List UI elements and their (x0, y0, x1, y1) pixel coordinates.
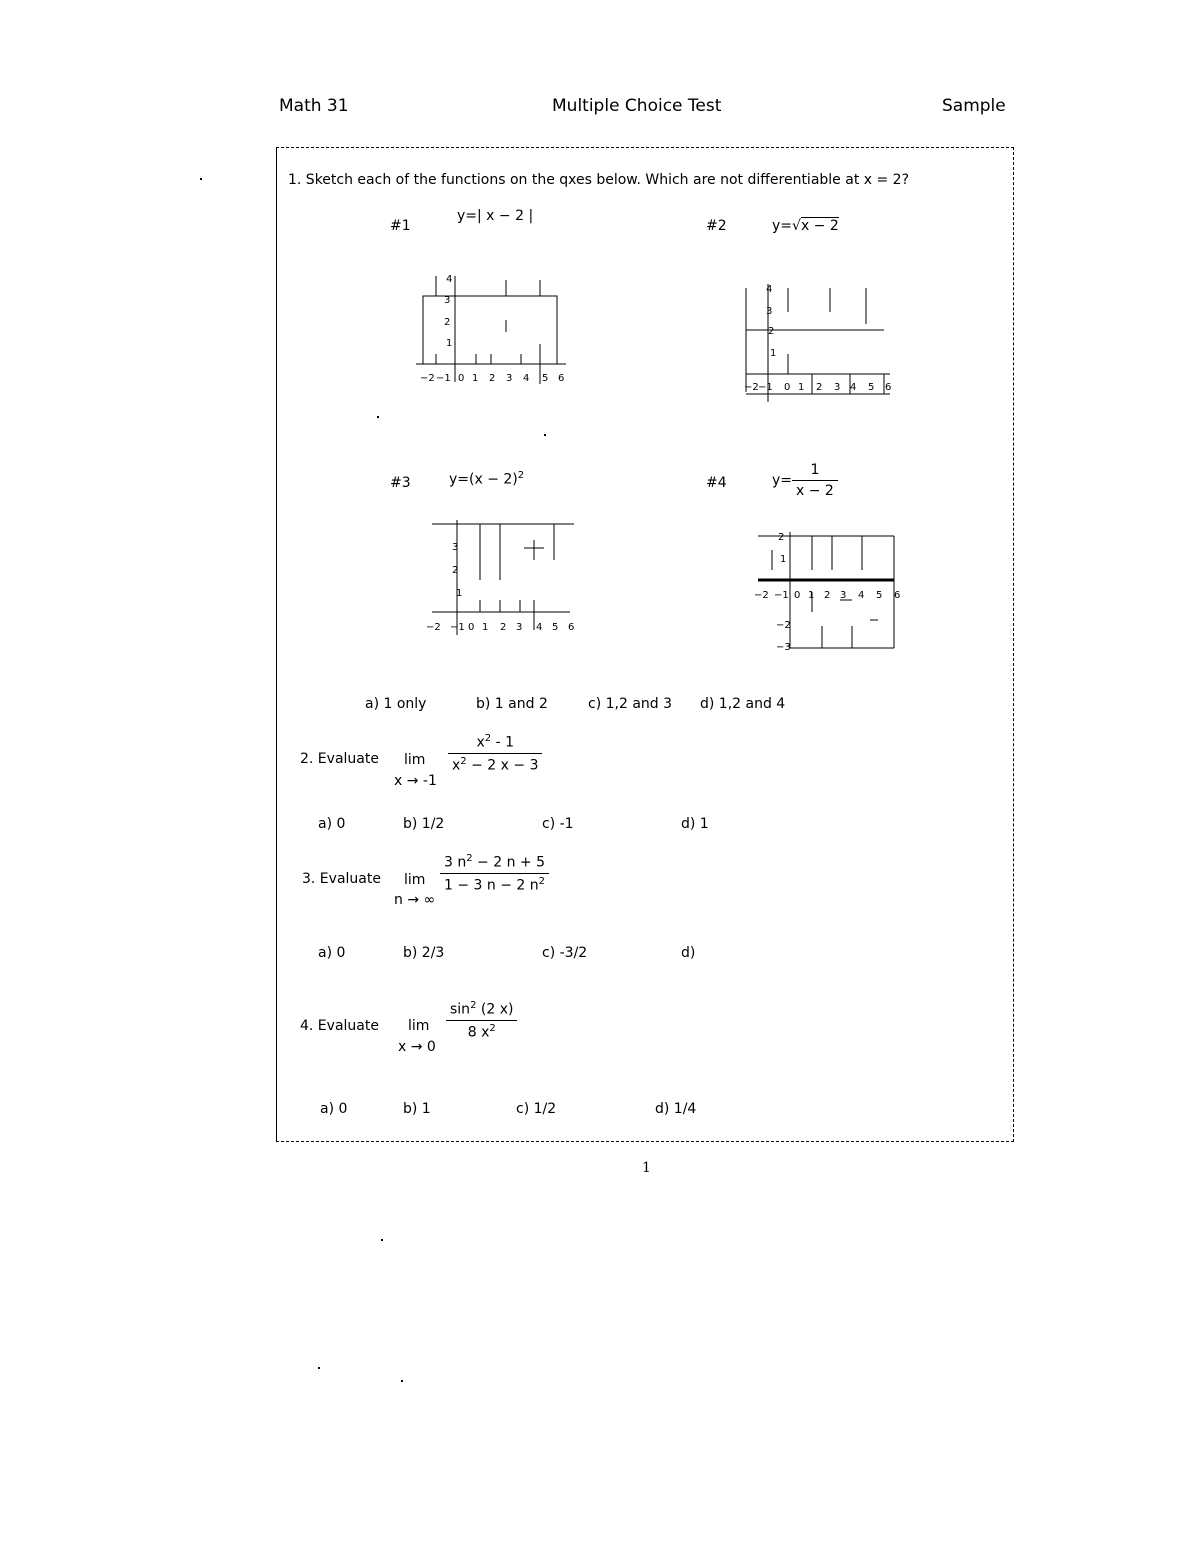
y-tick-3: 3 (766, 306, 773, 317)
x-tick-6: 6 (558, 373, 565, 384)
x-tick-6: 6 (885, 382, 892, 393)
q4-choice-c[interactable]: c) 1/2 (516, 1101, 557, 1117)
q4-choice-d[interactable]: d) 1/4 (655, 1101, 697, 1117)
x-tick-neg1: −1 (774, 590, 789, 601)
graph-2-label: #2 (706, 218, 727, 234)
q3-fraction (440, 853, 549, 893)
x-tick-0: 0 (468, 622, 475, 633)
q2-choice-a[interactable]: a) 0 (318, 816, 346, 832)
q2-choice-b[interactable]: b) 1/2 (403, 816, 445, 832)
x-tick-neg2: −2 (420, 373, 435, 384)
graph-3-function (449, 470, 524, 488)
x-tick-neg1: −1 (450, 622, 465, 633)
x-tick-1: 1 (808, 590, 815, 601)
y-tick-4: 4 (766, 284, 773, 295)
x-tick-4: 4 (858, 590, 865, 601)
x-tick-2: 2 (489, 373, 496, 384)
function-body: | x − 2 | (477, 208, 534, 224)
fraction-numerator: $x^2 - 1$ (448, 733, 542, 754)
x-tick-4: 4 (523, 373, 530, 384)
y-tick-neg2: −2 (776, 620, 791, 631)
y-tick-2: 2 (452, 565, 459, 576)
x-tick-5: 5 (552, 622, 559, 633)
y-tick-4: 4 (446, 274, 453, 285)
q1-choice-d[interactable]: d) 1,2 and 4 (700, 696, 786, 712)
fraction (448, 733, 542, 773)
x-tick-neg2: −2 (754, 590, 769, 601)
page-title: Multiple Choice Test (552, 96, 722, 116)
x-tick-neg2: −2 (744, 382, 759, 393)
q1-choice-b[interactable]: b) 1 and 2 (476, 696, 548, 712)
graph-1-function (457, 208, 533, 224)
q4-fraction (446, 1000, 517, 1040)
fraction-denominator: $x^2 - 2$ x − 3 (452, 755, 539, 774)
x-tick-2: 2 (500, 622, 507, 633)
q3-choice-b[interactable]: b) 2/3 (403, 945, 445, 961)
x-tick-3: 3 (834, 382, 841, 393)
fraction (446, 1000, 517, 1040)
function-prefix: y= (457, 208, 478, 224)
x-tick-6: 6 (568, 622, 575, 633)
graph-3-label: #3 (390, 475, 411, 491)
q4-choice-b[interactable]: b) 1 (403, 1101, 431, 1117)
x-tick-4: 4 (850, 382, 857, 393)
q2-choice-d[interactable]: d) 1 (681, 816, 709, 832)
question-1-prompt: 1. Sketch each of the functions on the qxes below. Which are not differentiable at x = 2? (288, 172, 910, 188)
function-prefix: y= (772, 218, 793, 234)
graph-4-function (772, 462, 838, 499)
function-body: (x − 2) (469, 471, 518, 488)
q1-choice-a[interactable]: a) 1 only (365, 696, 427, 712)
x-tick-6: 6 (894, 590, 901, 601)
q4-approach: x → 0 (398, 1039, 436, 1055)
q4-lim: lim (408, 1018, 430, 1034)
y-tick-2: 2 (444, 317, 451, 328)
y-tick-1: 1 (780, 554, 787, 565)
fraction-numerator: 3 $n^2 - 2$ n + 5 (440, 853, 549, 874)
y-tick-neg3: −3 (776, 642, 791, 653)
q2-lim: lim (404, 752, 426, 768)
x-tick-5: 5 (868, 382, 875, 393)
q2-choice-c[interactable]: c) -1 (542, 816, 574, 832)
function-fraction (792, 462, 838, 499)
x-tick-1: 1 (472, 373, 479, 384)
q1-choice-c[interactable]: c) 1,2 and 3 (588, 696, 673, 712)
q2-fraction (448, 733, 542, 773)
fraction-denominator: x − 2 (796, 483, 834, 499)
graph-1-axes (416, 274, 576, 398)
fraction-numerator: $\sin^2 (2$ x) (446, 1000, 517, 1021)
x-tick-neg1: −1 (436, 373, 451, 384)
x-tick-neg2: −2 (426, 622, 441, 633)
y-tick-1: 1 (770, 348, 777, 359)
sqrt-icon: √ (792, 218, 801, 234)
y-tick-2: 2 (768, 326, 775, 337)
q3-lim: lim (404, 872, 426, 888)
x-tick-0: 0 (458, 373, 465, 384)
function-prefix: y= (449, 471, 470, 488)
x-tick-5: 5 (876, 590, 883, 601)
course-name: Math 31 (279, 96, 349, 116)
graph-2-axes (740, 282, 900, 411)
y-tick-1: 1 (446, 338, 453, 349)
function-body: x − 2 (800, 218, 839, 234)
function-prefix: y= (772, 472, 793, 489)
page-number: 1 (642, 1160, 651, 1176)
q3-choice-c[interactable]: c) -3/2 (542, 945, 588, 961)
graph-2-function (772, 218, 839, 234)
y-tick-3: 3 (444, 295, 451, 306)
sample-label: Sample (942, 96, 1006, 116)
function-exponent: 2 (517, 470, 525, 481)
q3-approach: n → ∞ (394, 892, 436, 908)
q3-choice-a[interactable]: a) 0 (318, 945, 346, 961)
x-tick-1: 1 (482, 622, 489, 633)
y-tick-2: 2 (778, 532, 785, 543)
q3-choice-d[interactable]: d) (681, 945, 696, 961)
x-tick-neg1: −1 (758, 382, 773, 393)
x-tick-5: 5 (542, 373, 549, 384)
graph-4-label: #4 (706, 475, 727, 491)
y-tick-3: 3 (452, 542, 459, 553)
fraction-numerator: 1 (792, 462, 838, 481)
fraction (440, 853, 549, 893)
fraction-denominator: 8 $x^2$ (467, 1022, 496, 1041)
x-tick-1: 1 (798, 382, 805, 393)
y-tick-1: 1 (456, 588, 463, 599)
question-4-label: 4. Evaluate (300, 1018, 379, 1034)
graph-3-axes (424, 520, 584, 649)
x-tick-2: 2 (824, 590, 831, 601)
x-tick-2: 2 (816, 382, 823, 393)
x-tick-0: 0 (794, 590, 801, 601)
q2-approach: x → -1 (394, 773, 437, 789)
x-tick-0: 0 (784, 382, 791, 393)
x-tick-3: 3 (506, 373, 513, 384)
q4-choice-a[interactable]: a) 0 (320, 1101, 348, 1117)
x-tick-3: 3 (516, 622, 523, 633)
fraction-denominator: 1 − 3 n − 2 $n^2$ (444, 875, 546, 894)
question-2-label: 2. Evaluate (300, 751, 379, 767)
x-tick-4: 4 (536, 622, 543, 633)
x-tick-3: 3 (840, 590, 847, 601)
question-3-label: 3. Evaluate (302, 871, 381, 887)
graph-4-axes (752, 530, 912, 659)
graph-1-label: #1 (390, 218, 411, 234)
